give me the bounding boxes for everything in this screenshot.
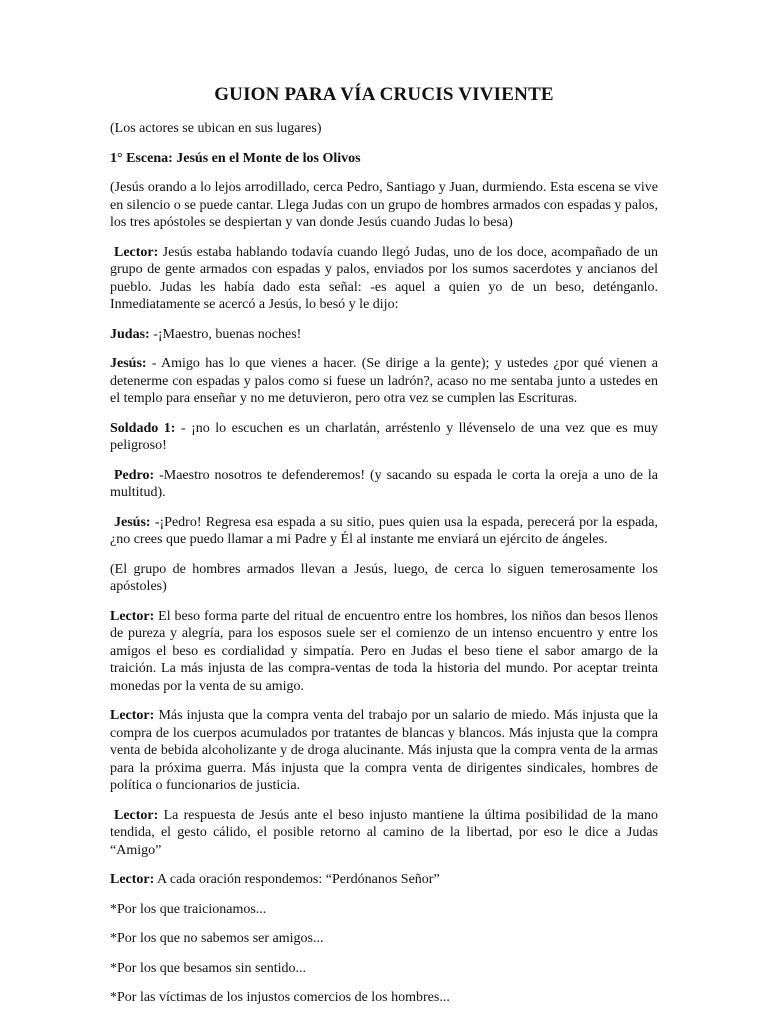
stage-direction: (El grupo de hombres armados llevan a Jesús, luego, de cerca lo siguen temerosamente los apóstoles) xyxy=(110,561,658,594)
speaker-label: Lector: xyxy=(110,708,155,723)
speaker-label: Lector: xyxy=(114,244,159,260)
intro-note: (Los actores se ubican en sus lugares) xyxy=(110,121,322,136)
scene-heading-text: 1° Escena: Jesús en el Monte de los Olivos xyxy=(110,150,361,166)
speaker-label: Jesús: xyxy=(110,356,147,371)
stage-direction: (Jesús orando a lo lejos arrodillado, cerca Pedro, Santiago y Juan, durmiendo. Esta escena se vive en silencio o se puede cantar. Llega Judas con un grupo de hombres armados con espadas y palos, los tres apóstoles se despiertan y van donde Jesús cuando Judas lo besa) xyxy=(110,180,658,230)
document-title: GUION PARA VÍA CRUCIS VIVIENTE xyxy=(214,84,554,105)
lector-text: El beso forma parte del ritual de encuentro entre los hombres, los niños dan besos llenos de pureza y alegría, para los esposos suele ser el comienzo de un intenso encuentro y entre los amigos el beso es cordialidad y simpatía. Pero en Judas el beso tiene el sabor amargo de la traición. La más injusta de las compra-ventas de toda la historia del mundo. Por aceptar treinta monedas por la venta de su amigo. xyxy=(110,608,658,694)
dialogue-line xyxy=(110,467,658,502)
lector-paragraph xyxy=(110,871,658,889)
dialogue-text: -¡Maestro, buenas noches! xyxy=(149,326,302,342)
dialogue-text: Jesús estaba hablando todavía cuando llegó Judas, uno de los doce, acompañado de un grupo de gente armados con espadas y palos, enviados por los sumos sacerdotes y ancianos del pueblo. Judas les había dado esta señal: -es aquel a quien yo de un beso, deténganlo. Inmediatamente se acercó a Jesús, lo besó y le dijo: xyxy=(110,244,658,312)
lector-text: La respuesta de Jesús ante el beso injusto mantiene la última posibilidad de la mano tendida, el gesto cálido, el posible retorno al camino de la libertad, por eso le dice a Judas “Amigo” xyxy=(110,807,658,858)
dialogue-text: -¡Pedro! Regresa esa espada a su sitio, pues quien usa la espada, perecerá por la espada, ¿no crees que puedo llamar a mi Padre y Él al instante me enviará un ejército de ángeles. xyxy=(110,514,658,547)
speaker-label: Lector: xyxy=(110,608,155,624)
dialogue-line xyxy=(110,326,658,344)
dialogue-line xyxy=(110,514,658,549)
dialogue-text: - Amigo has lo que vienes a hacer. (Se dirige a la gente); y ustedes ¿por qué vienen a detenerme con espadas y palos como si fuese un ladrón?, acaso no me sentaba junto a ustedes en el templo para enseñar y no me detuvieron, pero otra vez se cumplen las Escrituras. xyxy=(110,356,658,406)
dialogue-line xyxy=(110,244,658,314)
prayer-item: *Por los que besamos sin sentido... xyxy=(110,960,306,976)
speaker-label: Soldado 1: xyxy=(110,420,176,436)
lector-paragraph xyxy=(110,707,658,795)
speaker-label: Judas: xyxy=(110,326,150,342)
lector-text: A cada oración respondemos: “Perdónanos Señor” xyxy=(154,872,440,887)
prayer-item: *Por las víctimas de los injustos comercios de los hombres... xyxy=(110,990,450,1005)
lector-text: Más injusta que la compra venta del trabajo por un salario de miedo. Más injusta que la compra de los cuerpos acumulados por tratantes de blancas y blancos. Más injusta que la compra venta de bebida alcoholizante y de droga alucinante. Más injusta que la compra venta de la armas para la próxima guerra. Más injusta que la compra venta de dirigentes sindicales, hombres de política o funcionarios de justicia. xyxy=(110,708,658,793)
lector-paragraph xyxy=(110,608,658,696)
prayer-item: *Por los que traicionamos... xyxy=(110,901,267,917)
scene-heading xyxy=(110,150,658,168)
dialogue-text: - ¡no lo escuchen es un charlatán, arréstenlo y llévenselo de una vez que es muy peligroso! xyxy=(110,420,658,453)
prayer-item: *Por los que no sabemos ser amigos... xyxy=(110,931,324,946)
speaker-label: Pedro: xyxy=(114,467,155,483)
dialogue-text: -Maestro nosotros te defenderemos! (y sacando su espada le corta la oreja a uno de la multitud). xyxy=(110,467,658,500)
lector-paragraph xyxy=(110,807,658,860)
speaker-label: Lector: xyxy=(114,807,159,823)
dialogue-line xyxy=(110,420,658,455)
speaker-label: Lector: xyxy=(110,872,155,887)
speaker-label: Jesús: xyxy=(114,514,151,530)
dialogue-line xyxy=(110,355,658,408)
